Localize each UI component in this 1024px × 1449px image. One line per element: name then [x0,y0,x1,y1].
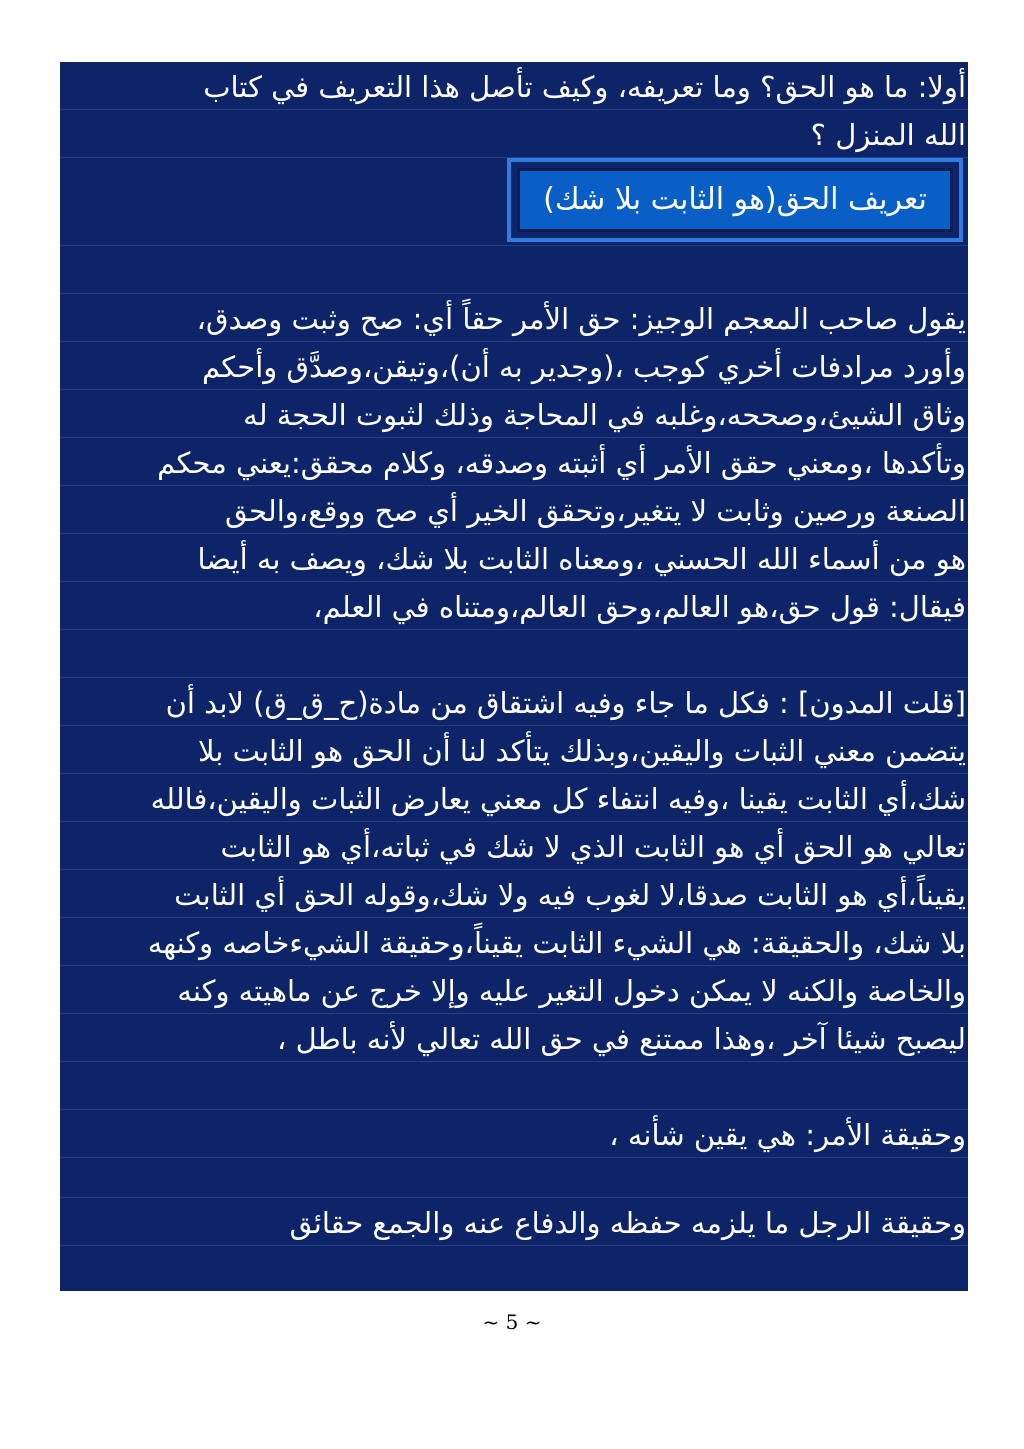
paragraph2-line: تعالي هو الحق أي هو الثابت الذي لا شك في ثباته،أي هو الثابت [60,822,968,870]
truth-of-matter-line: وحقيقة الأمر: هي يقين شأنه ، [60,1110,968,1158]
paragraph1-line: الصنعة ورصين وثابت لا يتغير،وتحقق الخير أي صح ووقع،والحق [60,486,968,534]
heading-line-2: الله المنزل ؟ [60,110,968,158]
blank-row [60,1062,968,1110]
paragraph1-line: يقول صاحب المعجم الوجيز: حق الأمر حقاً أي: صح وثبت وصدق، [60,294,968,342]
paragraph2-line: والخاصة والكنه لا يمكن دخول التغير عليه وإلا خرج عن ماهيته وكنه [60,966,968,1014]
paragraph1-line: وتأكدها ،ومعني حقق الأمر أي أثبته وصدقه، وكلام محقق:يعني محكم [60,438,968,486]
definition-box [507,158,963,242]
heading-line-1: أولا: ما هو الحق؟ وما تعريفه، وكيف تأصل هذا التعريف في كتاب [60,62,968,110]
blank-row [60,1158,968,1198]
paragraph1-line: وثاق الشيئ،وصححه،وغلبه في المحاجة وذلك لثبوت الحجة له [60,390,968,438]
definition-text: تعريف الحق(هو الثابت بلا شك) [517,168,953,232]
blank-row [60,246,968,294]
paragraph2-line: شك،أي الثابت يقينا ،وفيه انتفاء كل معني يعارض الثبات واليقين،فالله [60,774,968,822]
blank-row [60,1246,968,1291]
paragraph2-line: يقيناً،أي هو الثابت صدقا،لا لغوب فيه ولا شك،وقوله الحق أي الثابت [60,870,968,918]
page-number: ~ 5 ~ [482,1310,542,1334]
truth-of-man-line: وحقيقة الرجل ما يلزمه حفظه والدفاع عنه والجمع حقائق [60,1198,968,1246]
paragraph1-line: هو من أسماء الله الحسني ،ومعناه الثابت بلا شك، ويصف به أيضا [60,534,968,582]
paragraph2-line: بلا شك، والحقيقة: هي الشيء الثابت يقيناً،وحقيقة الشيءخاصه وكنهه [60,918,968,966]
paragraph1-line: فيقال: قول حق،هو العالم،وحق العالم،ومتناه في العلم، [60,582,968,630]
paragraph2-line: [قلت المدون] : فكل ما جاء وفيه اشتقاق من مادة(ح_ق_ق) لابد أن [60,678,968,726]
paragraph2-line: ليصبح شيئا آخر ،وهذا ممتنع في حق الله تعالي لأنه باطل ، [60,1014,968,1062]
paragraph2-line: يتضمن معني الثبات واليقين،وبذلك يتأكد لنا أن الحق هو الثابت بلا [60,726,968,774]
page-panel [60,62,968,1291]
paragraph1-line: وأورد مرادفات أخري كوجب ،(وجدير به أن)،وتيقن،وصدَّق وأحكم [60,342,968,390]
blank-row [60,630,968,678]
